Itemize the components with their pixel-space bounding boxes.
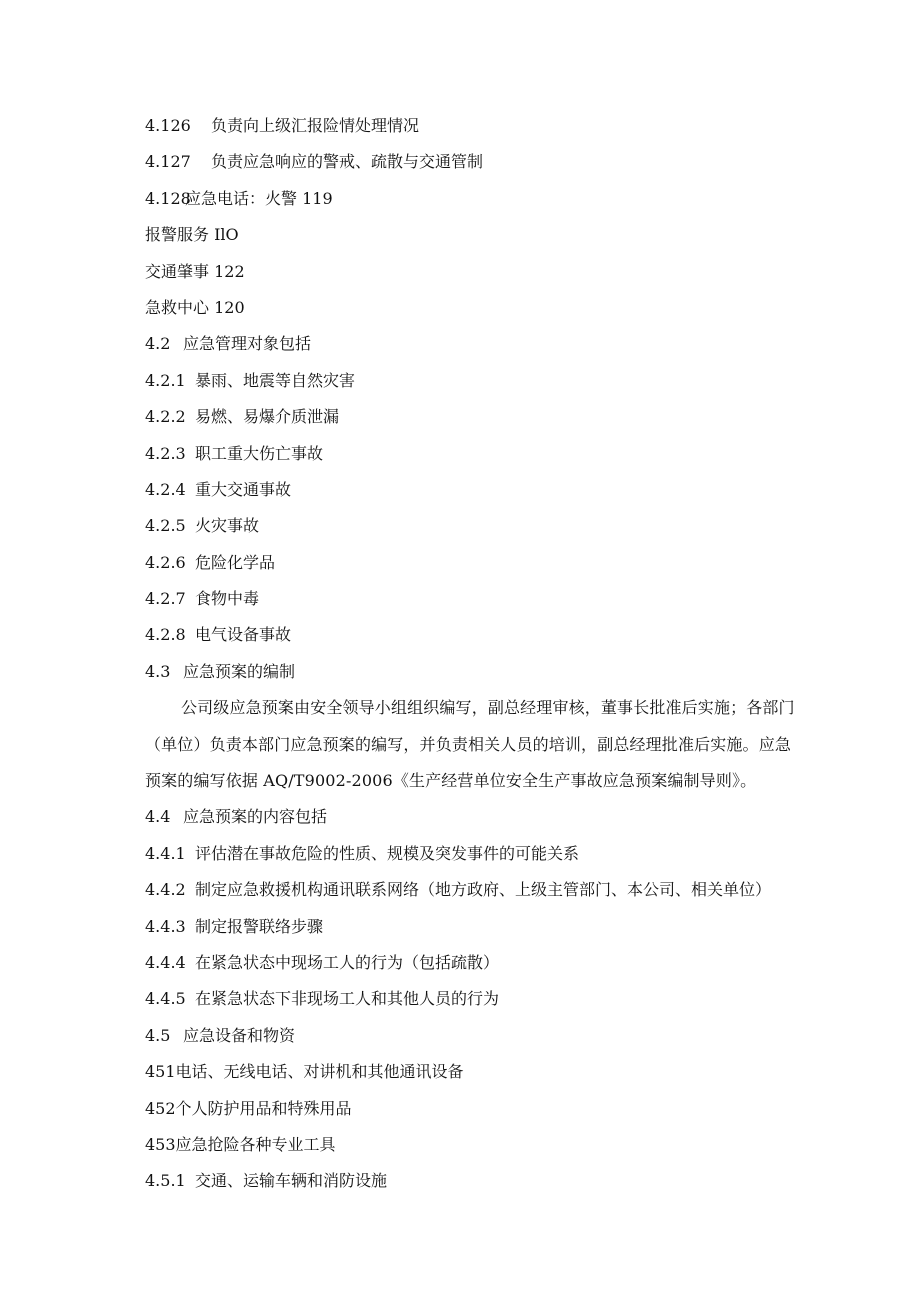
clause-4-4-4: [145, 945, 805, 981]
clause-number: 4.2.2: [145, 407, 186, 427]
clause-text: 个人防护用品和特殊用品: [175, 1098, 352, 1118]
clause-text: 交通、运输车辆和消防设施: [195, 1171, 388, 1191]
phone-police: [145, 217, 805, 253]
section-4-5: [145, 1018, 805, 1054]
clause-text: 急救中心 120: [145, 297, 245, 317]
clause-number: 4.2.1: [145, 370, 186, 390]
clause-text: 负责应急响应的警戒、疏散与交通管制: [211, 152, 484, 172]
clause-text: 电气设备事故: [195, 625, 292, 645]
clause-text: 职工重大伤亡事故: [195, 443, 324, 463]
section-number: 4.3: [145, 661, 171, 681]
clause-number: 4.4.1: [145, 843, 186, 863]
clause-4-2-8: [145, 617, 805, 653]
clause-text: 评估潜在事故危险的性质、规模及突发事件的可能关系: [195, 843, 580, 863]
clause-4-2-5: [145, 508, 805, 544]
clause-number: 451: [145, 1062, 176, 1082]
clause-4-2-3: [145, 436, 805, 472]
clause-text: 食物中毒: [195, 589, 260, 609]
clause-number: 4.126: [145, 116, 191, 135]
clause-text: 危险化学品: [195, 552, 276, 572]
clause-number: 453: [145, 1134, 176, 1154]
clause-text: 在紧急状态下非现场工人和其他人员的行为: [195, 989, 500, 1009]
clause-4-4-2: [145, 872, 805, 908]
clause-text: 制定应急救援机构通讯联系网络（地方政府、上级主管部门、本公司、相关单位）: [195, 880, 772, 900]
clause-4-2-2: [145, 399, 805, 435]
clause-text: 重大交通事故: [195, 479, 292, 499]
clause-number: 4.2.8: [145, 625, 186, 645]
clause-number: 4.4.5: [145, 989, 186, 1009]
section-heading: 应急管理对象包括: [183, 334, 312, 354]
clause-text: 应急电话：火警 119: [185, 188, 333, 208]
section-4-2: [145, 326, 805, 362]
preparation-paragraph: 公司级应急预案由安全领导小组组织编写，副总经理审核，董事长批准后实施；各部门（单位）负责本部门应急预案的编写，并负责相关人员的培训，副总经理批准后实施。应急预案的编写依据 AQ/T9002-2006《生产经营单位安全生产事故应急预案编制导则》。: [145, 698, 795, 791]
clause-number: 4.4.2: [145, 880, 186, 900]
clause-number: 4.2.6: [145, 552, 186, 572]
clause-text: 负责向上级汇报险情处理情况: [211, 116, 420, 135]
item-452: [145, 1091, 805, 1127]
section-4-4: [145, 799, 805, 835]
clause-4-126: [145, 108, 805, 144]
document-body: [145, 108, 805, 1200]
section-number: 4.5: [145, 1025, 171, 1045]
section-4-3: [145, 654, 805, 690]
clause-text: 制定报警联络步骤: [195, 916, 324, 936]
clause-number: 4.2.4: [145, 479, 186, 499]
clause-text: 易燃、易爆介质泄漏: [195, 407, 340, 427]
phone-traffic: [145, 254, 805, 290]
clause-number: 4.4.3: [145, 916, 186, 936]
clause-4-2-1: [145, 363, 805, 399]
clause-4-4-3: [145, 909, 805, 945]
section-heading: 应急设备和物资: [183, 1025, 296, 1045]
section-heading: 应急预案的内容包括: [183, 807, 328, 827]
clause-4-4-1: [145, 836, 805, 872]
section-number: 4.2: [145, 334, 171, 354]
clause-text: 在紧急状态中现场工人的行为（包括疏散）: [195, 953, 500, 973]
item-451: [145, 1054, 805, 1090]
phone-ambulance: [145, 290, 805, 326]
clause-4-128: [145, 181, 805, 217]
clause-4-127: [145, 144, 805, 180]
clause-4-2-6: [145, 545, 805, 581]
clause-text: 应急抢险各种专业工具: [175, 1134, 336, 1154]
clause-number: 4.2.7: [145, 589, 186, 609]
clause-number: 4.4.4: [145, 953, 186, 973]
clause-number: 4.127: [145, 152, 191, 172]
clause-4-2-7: [145, 581, 805, 617]
clause-4-2-4: [145, 472, 805, 508]
section-heading: 应急预案的编制: [183, 661, 296, 681]
section-number: 4.4: [145, 807, 171, 827]
clause-number: 4.2.3: [145, 443, 186, 463]
clause-4-5-1: [145, 1163, 805, 1199]
clause-text: 火灾事故: [195, 516, 260, 536]
clause-number: 4.2.5: [145, 516, 186, 536]
clause-text: 报警服务 IlO: [145, 225, 239, 245]
clause-text: 交通肇事 122: [145, 261, 245, 281]
clause-text: 暴雨、地震等自然灾害: [195, 370, 356, 390]
clause-4-4-5: [145, 981, 805, 1017]
item-453: [145, 1127, 805, 1163]
clause-text: 电话、无线电话、对讲机和其他通讯设备: [175, 1062, 464, 1082]
clause-number: 4.5.1: [145, 1171, 186, 1191]
clause-number: 4.128: [145, 188, 191, 208]
clause-number: 452: [145, 1098, 176, 1118]
